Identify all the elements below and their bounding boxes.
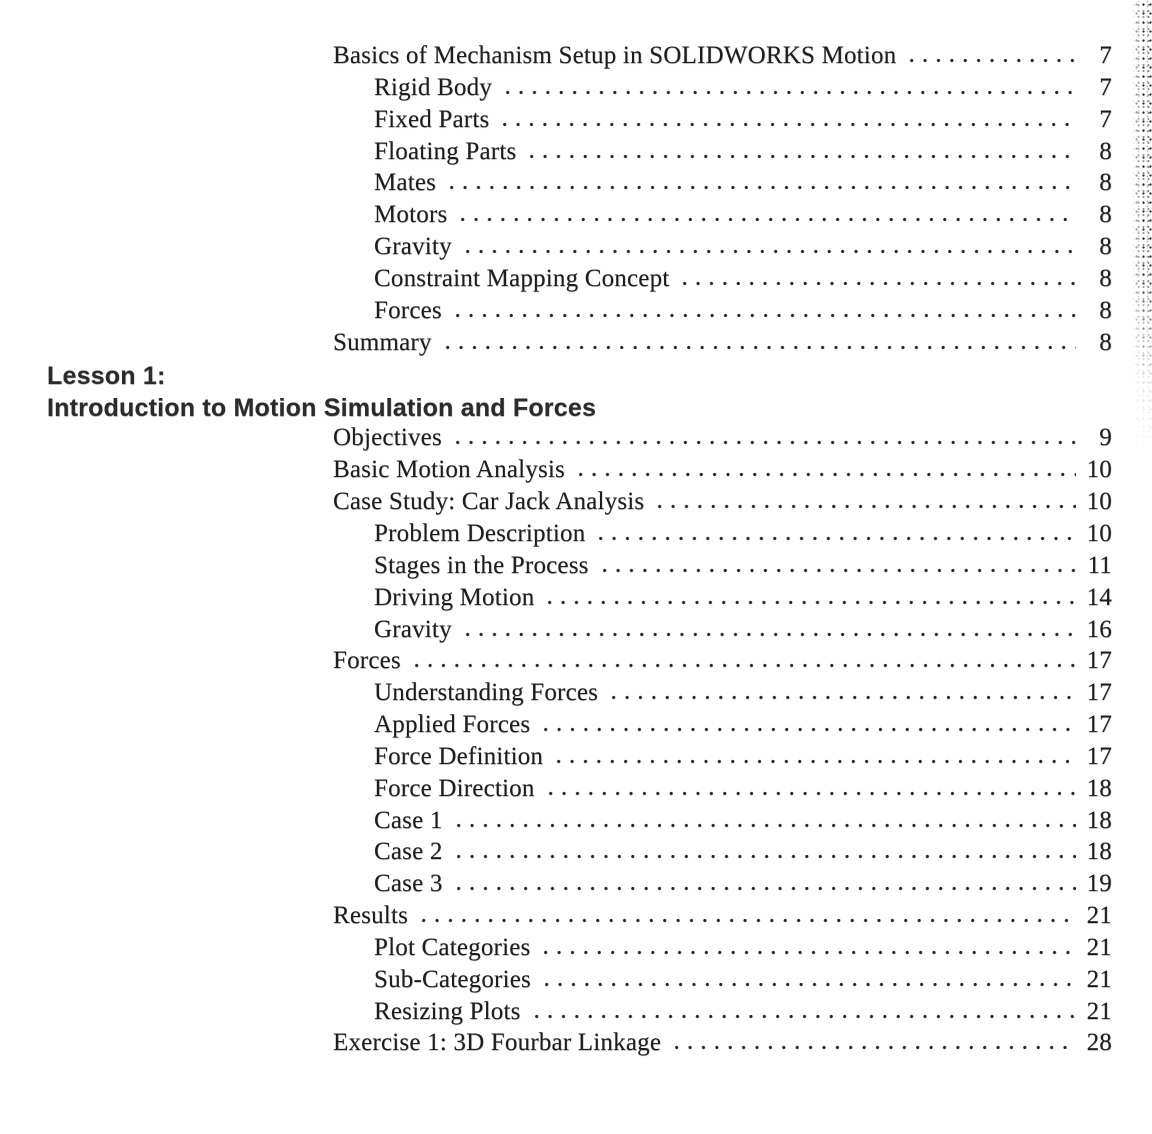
toc-entry-label: Basic Motion Analysis	[333, 456, 565, 484]
toc-entry	[47, 488, 1112, 520]
toc-entry-page: 14	[1086, 583, 1112, 611]
dot-leader	[452, 886, 1076, 891]
dot-leader	[452, 854, 1076, 859]
toc-entry-page: 8	[1099, 137, 1112, 165]
toc-entry-label: Sub-Categories	[374, 965, 531, 993]
toc-entry-label: Driving Motion	[374, 583, 535, 611]
toc-entry-label: Gravity	[374, 615, 452, 643]
toc-entry-page: 17	[1086, 711, 1112, 739]
toc-entry	[47, 998, 1112, 1030]
toc-entry-label: Case Study: Car Jack Analysis	[333, 488, 645, 516]
scan-edge-texture	[1133, 0, 1152, 480]
toc-entry-label: Problem Description	[374, 519, 586, 547]
toc-entry	[47, 74, 1112, 106]
toc-entry-page: 7	[1099, 105, 1112, 133]
dot-leader	[501, 90, 1076, 95]
toc-entry-label: Basics of Mechanism Setup in SOLIDWORKS Motion	[333, 42, 897, 69]
toc-entry-label: Motors	[374, 201, 448, 229]
toc-entry-label: Gravity	[374, 233, 452, 261]
toc-entry	[47, 584, 1112, 616]
toc-entry	[47, 201, 1112, 233]
dot-leader	[543, 600, 1076, 605]
toc-entry	[47, 265, 1112, 297]
toc-entry-page: 21	[1086, 902, 1112, 930]
dot-leader	[461, 632, 1076, 637]
dot-leader	[498, 122, 1076, 127]
toc-entry	[47, 807, 1112, 839]
dot-leader	[410, 663, 1076, 668]
dot-leader	[552, 759, 1076, 764]
toc-entry	[47, 616, 1112, 648]
toc-entry	[47, 520, 1112, 552]
toc-entry-page: 8	[1099, 296, 1112, 324]
toc-entry-label: Summary	[333, 328, 432, 356]
toc-entry	[47, 743, 1112, 775]
toc-entry-page: 21	[1086, 933, 1112, 961]
toc-entry-page: 17	[1086, 679, 1112, 707]
toc-entry-label: Resizing Plots	[374, 997, 521, 1025]
toc-entry	[47, 647, 1112, 679]
toc-entry	[47, 329, 1112, 361]
toc-entry-label: Understanding Forces	[374, 679, 599, 707]
dot-leader	[530, 1014, 1076, 1019]
dot-leader	[539, 950, 1076, 955]
toc-entry	[47, 297, 1112, 329]
dot-leader	[905, 58, 1076, 63]
toc-entry-page: 28	[1086, 1029, 1112, 1057]
toc-entry	[47, 679, 1112, 711]
lesson-heading-title: Introduction to Motion Simulation and Forces	[47, 394, 597, 423]
toc-entry-label: Force Direction	[374, 774, 535, 802]
toc-entry	[47, 870, 1112, 902]
toc-entry	[47, 966, 1112, 998]
toc-entry-label: Rigid Body	[374, 73, 492, 101]
toc-entry-label: Forces	[374, 296, 442, 324]
toc-entry	[47, 775, 1112, 807]
dot-leader	[594, 536, 1076, 541]
toc-entry-label: Force Definition	[374, 742, 544, 770]
toc-entry-page: 18	[1086, 838, 1112, 866]
toc-entry-page: 18	[1086, 806, 1112, 834]
toc-entry-label: Case 1	[374, 806, 443, 834]
dot-leader	[574, 472, 1076, 477]
toc-entry-label: Forces	[333, 647, 401, 675]
dot-leader	[461, 249, 1076, 254]
dot-leader	[607, 695, 1076, 700]
toc-entry-label: Fixed Parts	[374, 105, 490, 133]
toc-entry-page: 21	[1086, 965, 1112, 993]
dot-leader	[441, 345, 1076, 350]
dot-leader	[544, 791, 1076, 796]
toc-entry	[47, 424, 1112, 456]
dot-leader	[451, 440, 1076, 445]
dot-leader	[598, 568, 1076, 573]
dot-leader	[451, 313, 1076, 318]
toc-entry-label: Case 2	[374, 838, 443, 866]
toc-entry-page: 18	[1086, 774, 1112, 802]
toc-entry-page: 19	[1086, 870, 1112, 898]
toc-entry-page: 10	[1086, 488, 1112, 516]
toc-entry-page: 8	[1099, 233, 1112, 261]
toc-entry-page: 9	[1099, 424, 1112, 452]
dot-leader	[540, 982, 1076, 987]
toc-entry	[47, 456, 1112, 488]
dot-leader	[539, 727, 1076, 732]
toc-entry-label: Exercise 1: 3D Fourbar Linkage	[333, 1029, 662, 1057]
dot-leader	[445, 185, 1076, 190]
toc-entry	[47, 902, 1112, 934]
toc-entry-label: Plot Categories	[374, 933, 531, 961]
toc-entry-page: 8	[1099, 169, 1112, 197]
toc-entry	[47, 169, 1112, 201]
dot-leader	[452, 823, 1076, 828]
toc-entry-label: Floating Parts	[374, 137, 517, 165]
toc-entry	[47, 106, 1112, 138]
toc-entry	[47, 934, 1112, 966]
toc-entry-page: 8	[1099, 264, 1112, 292]
toc-entry-page: 8	[1099, 328, 1112, 356]
toc-entry-label: Mates	[374, 169, 437, 197]
lesson-heading-number: Lesson 1:	[47, 362, 166, 391]
dot-leader	[417, 918, 1076, 923]
dot-leader	[653, 504, 1076, 509]
dot-leader	[670, 1045, 1076, 1050]
toc-entry-label: Applied Forces	[374, 711, 531, 739]
toc-entry	[47, 711, 1112, 743]
toc-entry	[47, 42, 1112, 74]
toc-entry-label: Objectives	[333, 424, 442, 452]
toc-entry-page: 7	[1099, 73, 1112, 101]
toc-entry-page: 17	[1086, 647, 1112, 675]
toc-entry	[47, 838, 1112, 870]
toc-entry	[47, 1029, 1112, 1061]
dot-leader	[456, 217, 1076, 222]
toc-entry-label: Results	[333, 902, 409, 930]
toc-entry	[47, 233, 1112, 265]
toc-entry	[47, 138, 1112, 170]
toc-entry-page: 10	[1086, 456, 1112, 484]
toc-entry	[47, 552, 1112, 584]
dot-leader	[678, 281, 1076, 286]
toc-entry-page: 7	[1099, 42, 1112, 69]
toc-entry-page: 8	[1099, 201, 1112, 229]
toc-entry-label: Stages in the Process	[374, 551, 589, 579]
toc-entry-page: 10	[1086, 519, 1112, 547]
dot-leader	[525, 154, 1076, 159]
toc-entry-page: 16	[1086, 615, 1112, 643]
toc-entry-page: 17	[1086, 742, 1112, 770]
toc-list	[47, 42, 1112, 1061]
toc-entry-label: Case 3	[374, 870, 443, 898]
toc-entry-label: Constraint Mapping Concept	[374, 264, 670, 292]
toc-entry-page: 11	[1087, 551, 1112, 579]
toc-entry-page: 21	[1086, 997, 1112, 1025]
